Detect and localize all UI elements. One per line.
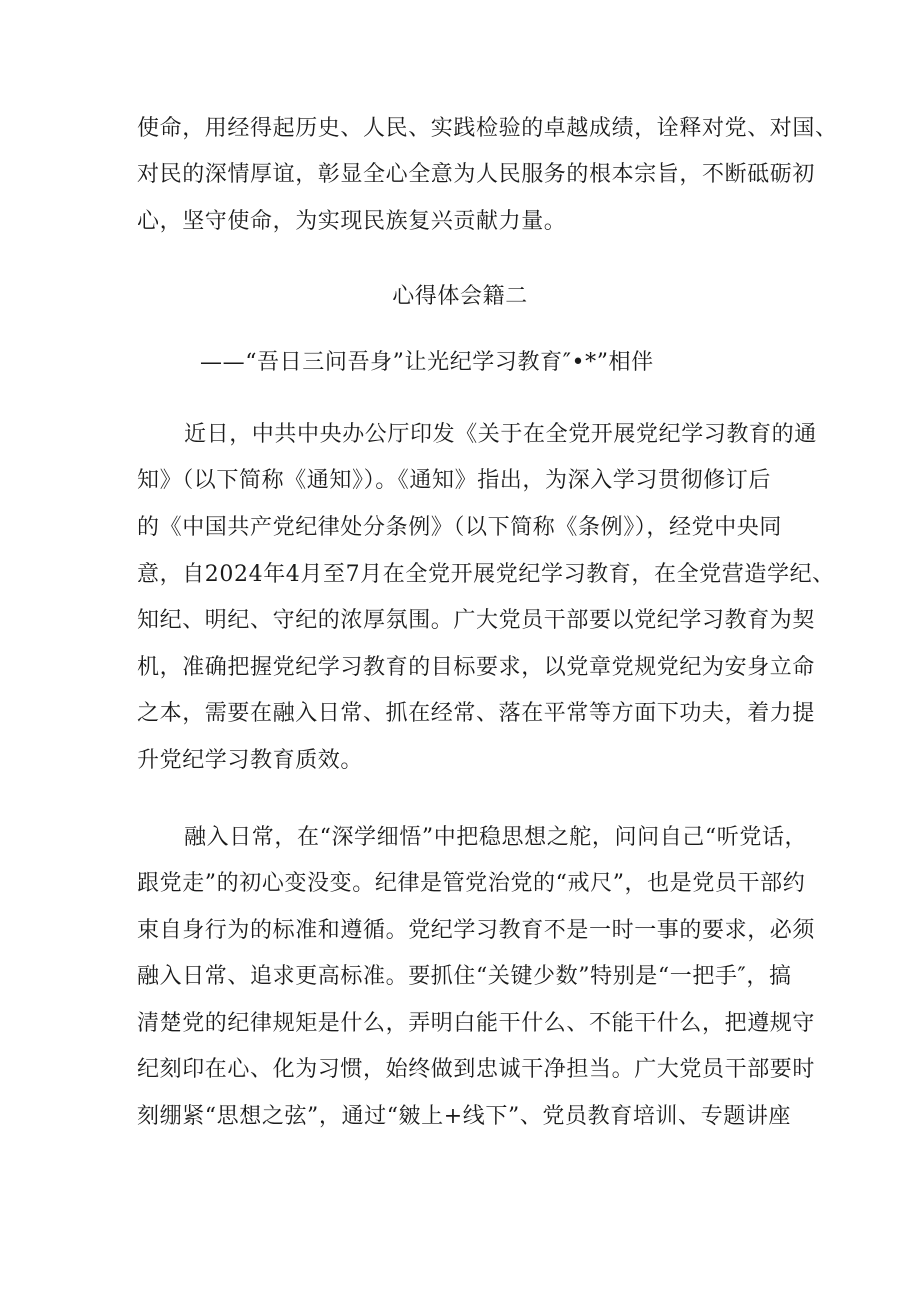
subtitle: ——“吾日三问吾身”让光纪学习教育″•*”相伴 (200, 350, 654, 375)
intro-line-2: 对民的深情厚谊，彰显全心全意为人民服务的根本宗旨，不断砥砺初 (137, 162, 816, 187)
paragraph-1-line-2: 知》（以下简称《通知》）。《通知》指出，为深入学习贯彻修订后 (137, 468, 772, 493)
paragraph-2-line-4: 融入日常、追求更高标准。要抓住“关键少数”特别是“一把手″，搞 (137, 964, 792, 989)
paragraph-2-line-1: 融入日常，在“深学细悟”中把稳思想之舵，问问自己“听党话， (184, 825, 808, 850)
paragraph-1-line-7: 之本，需要在融入日常、抓在经常、落在平常等方面下功夫，着力提 (137, 701, 816, 726)
paragraph-2-line-2: 跟党走”的初心变没变。纪律是管党治党的“戒尺”，也是党员干部约 (137, 871, 806, 896)
paragraph-1-line-1: 近日，中共中央办公厅印发《关于在全党开展党纪学习教育的通 (184, 422, 817, 447)
paragraph-2-line-3: 束自身行为的标准和遵循。党纪学习教育不是一时一事的要求，必须 (137, 918, 816, 943)
intro-line-3: 心，坚守使命，为实现民族复兴贡献力量。 (137, 209, 567, 234)
paragraph-1-line-8: 升党纪学习教育质效。 (137, 748, 364, 773)
section-title: 心得体会籍二 (392, 284, 528, 309)
paragraph-1-line-4: 意，自2024年4月至7月在全党开展党纪学习教育，在全党营造学纪、 (137, 562, 835, 587)
paragraph-2-line-6: 纪刻印在心、化为习惯，始终做到忠诚干净担当。广大党员干部要时 (137, 1057, 816, 1082)
paragraph-1-line-6: 机，准确把握党纪学习教育的目标要求，以党章党规党纪为安身立命 (137, 655, 816, 680)
paragraph-1-line-5: 知纪、明纪、守纪的浓厚氛围。广大党员干部要以党纪学习教育为契 (137, 608, 816, 633)
paragraph-2-line-5: 清楚党的纪律规矩是什么，弄明白能干什么、不能干什么，把遵规守 (137, 1011, 816, 1036)
paragraph-1-line-3: 的《中国共产党纪律处分条例》（以下简称《条例》），经党中央同 (137, 515, 783, 540)
paragraph-2-line-7: 刻绷紧“思想之弦”，通过“皴上+线下”、党员教育培训、专题讲座 (137, 1104, 792, 1129)
intro-line-1: 使命，用经得起历史、人民、实践检验的卓越成绩，诠释对党、对国、 (137, 116, 838, 141)
